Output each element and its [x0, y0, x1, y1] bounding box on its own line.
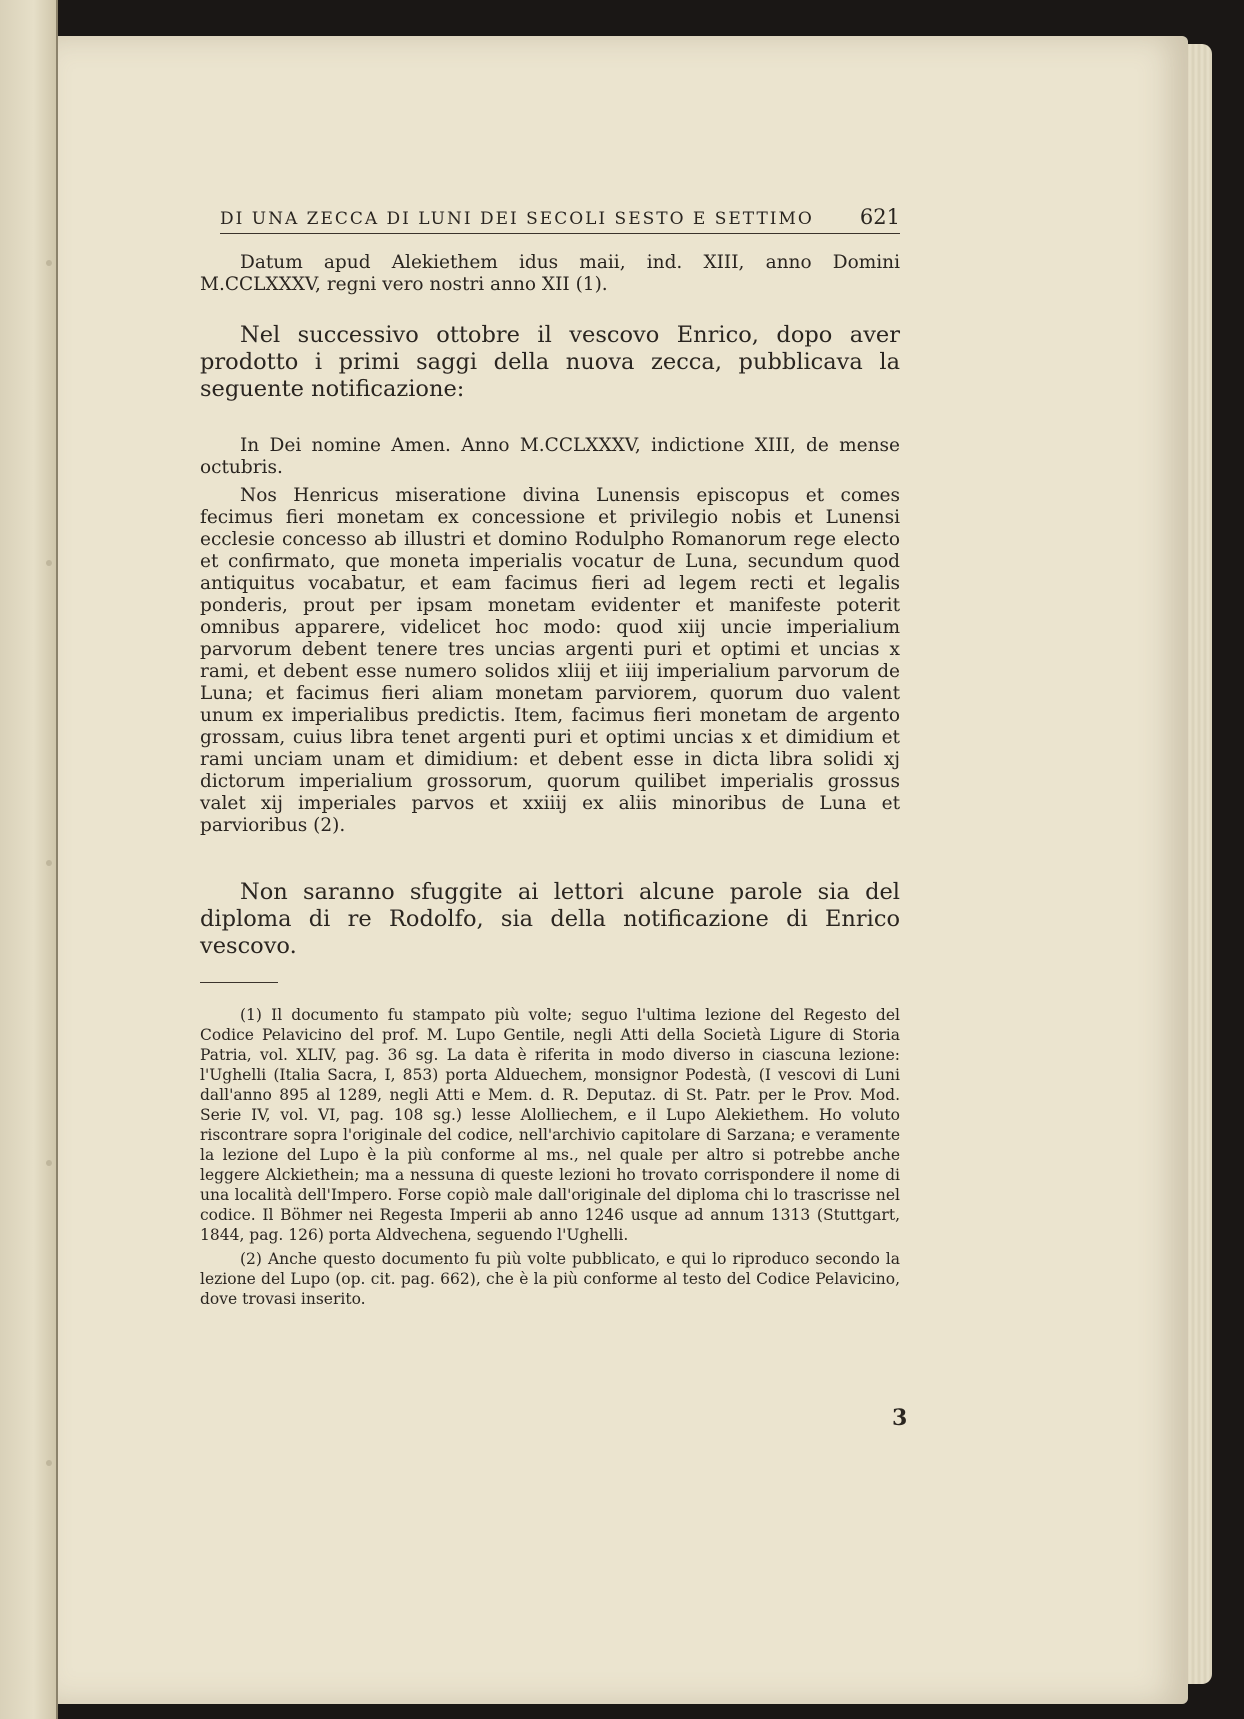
footnote-2: (2) Anche questo documento fu più volte pubblicato, e qui lo riproduco secondo la lezione del Lupo (op. cit. pag. 662), che è la più conforme al testo del Codice Pelavicino, dove trovasi inserito.: [200, 1250, 900, 1308]
binding-stitch: [46, 1460, 52, 1466]
conclusion-paragraph: Non saranno sfuggite ai lettori alcune parole sia del diploma di re Rodolfo, sia della notificazione di Enrico vescovo.: [200, 879, 900, 959]
footnote-rule: [200, 982, 278, 983]
intro-paragraph: Nel successivo ottobre il vescovo Enrico, dopo aver prodotto i primi saggi della nuova zecca, pubblicava la seguente notificazione:: [200, 322, 900, 402]
page-number: 621: [859, 205, 900, 229]
running-title: DI UNA ZECCA DI LUNI DEI SECOLI SESTO E SETTIMO: [220, 209, 814, 229]
binding-stitch: [46, 260, 52, 266]
page-content: [200, 205, 900, 1309]
binding-stitch: [46, 1160, 52, 1166]
running-header: [220, 205, 900, 234]
document-paragraph-2: Nos Henricus miseratione divina Lunensis episcopus et comes fecimus fieri monetam ex concessione et privilegio nobis et Lunensi ecclesie concesso ab illustri et domino Rodulpho Romanorum rege electo et confirmato, que moneta imperialis vocatur de Luna, secundum quod antiquitus vocabatur, et eam facimus fieri ad legem recti et legalis ponderis, prout per ipsam monetam evidenter et manifeste poterit omnibus apparere, videlicet hoc modo: quod xiij uncie imperialium parvorum debent tenere tres uncias argenti puri et optimi et uncias x rami, et debent esse numero solidos xliij et iiij imperialium parvorum de Luna; et facimus fieri aliam monetam parviorem, quorum duo valent unum ex imperialibus predictis. Item, facimus fieri monetam de argento grossam, cuius libra tenet argenti puri et optimi uncias x et dimidium et rami unciam unam et dimidium: et debent esse in dicta libra solidi xj dictorum imperialium grossorum, quorum quilibet imperialis grossus valet xij imperiales parvos et xxiiij ex aliis minoribus de Luna et parvioribus (2).: [200, 485, 900, 836]
binding-stitch: [46, 560, 52, 566]
document-paragraph-1: In Dei nomine Amen. Anno M.CCLXXXV, indictione XIII, de mense octubris.: [200, 435, 900, 478]
datum-line: Datum apud Alekiethem idus maii, ind. XIII, anno Domini M.CCLXXXV, regni vero nostri anno XII (1).: [200, 252, 900, 295]
binding-stitch: [46, 860, 52, 866]
footnote-1: (1) Il documento fu stampato più volte; seguo l'ultima lezione del Regesto del Codice Pelavicino del prof. M. Lupo Gentile, negli Atti della Società Ligure di Storia Patria, vol. XLIV, pag. 36 sg. La data è riferita in modo diverso in ciascuna lezione: l'Ughelli (Italia Sacra, I, 853) porta Alduechem, monsignor Podestà, (I vescovi di Luni dall'anno 895 al 1289, negli Atti e Mem. d. R. Deputaz. di St. Patr. per le Prov. Mod. Serie IV, vol. VI, pag. 108 sg.) lesse Alolliechem, e il Lupo Alekiethem. Ho voluto riscontrare sopra l'originale del codice, nell'archivio capitolare di Sarzana; e veramente la lezione del Lupo è la più conforme al ms., nel quale per altro si potrebbe anche leggere Alckiethein; ma a nessuna di queste lezioni ho trovato corrispondere il nome di una località dell'Impero. Forse copiò male dall'originale del diploma chi lo trascrisse nel codice. Il Böhmer nei Regesta Imperii ab anno 1246 usque ad annum 1313 (Stuttgart, 1844, pag. 126) porta Aldvechena, seguendo l'Ughelli.: [200, 1006, 900, 1244]
signature-mark: 3: [892, 1405, 908, 1431]
